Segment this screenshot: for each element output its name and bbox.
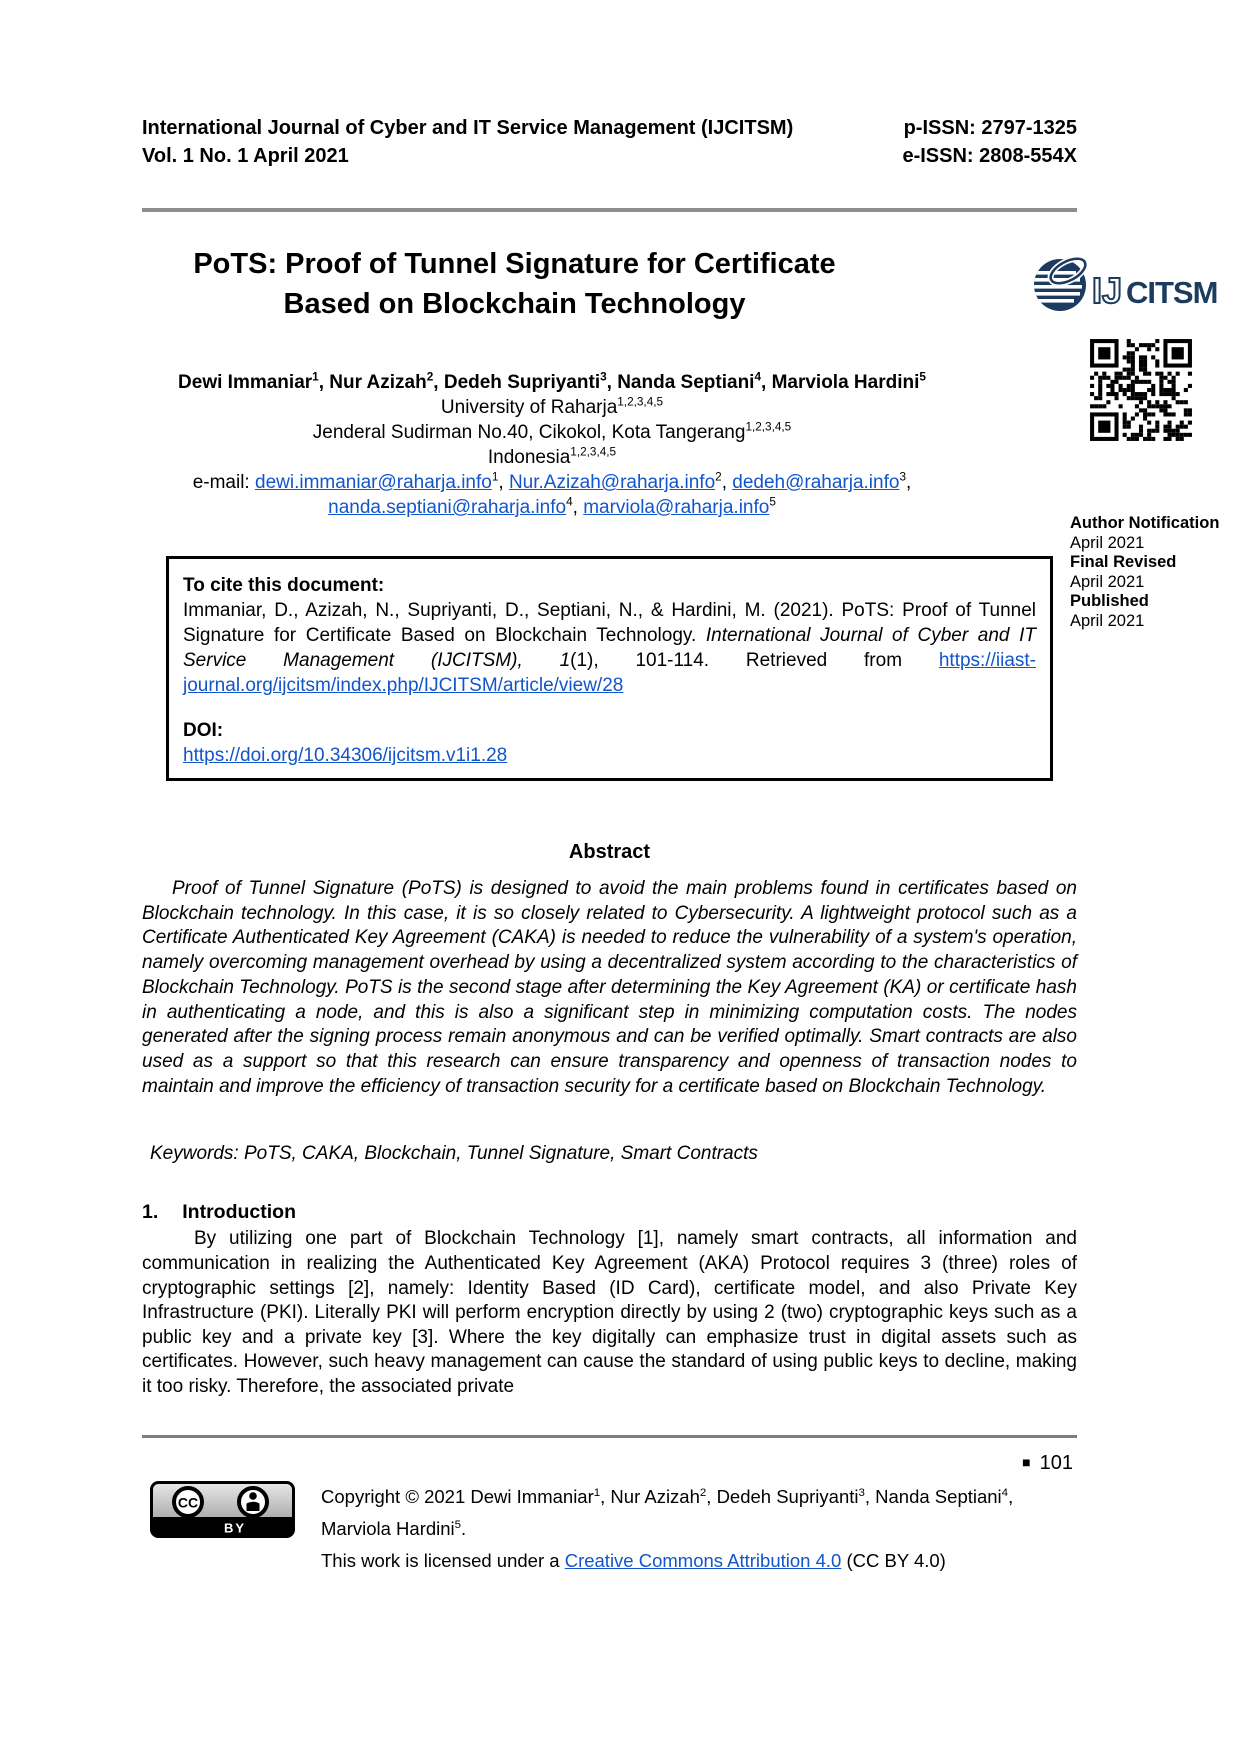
section-title: Introduction <box>182 1201 296 1224</box>
keywords: Keywords: PoTS, CAKA, Blockchain, Tunnel Signature, Smart Contracts <box>150 1143 758 1165</box>
logo-text-citsm: CITSM <box>1126 275 1218 310</box>
citation-heading: To cite this document: <box>183 575 385 596</box>
paper-title-line-2: Based on Blockchain Technology <box>283 288 746 320</box>
logo-text-ij: IJ <box>1092 270 1123 311</box>
qr-code <box>1088 337 1194 443</box>
copyright-text: Copyright © 2021 Dewi Immaniar$^1$, Nur Azizah$^2$, Dedeh Supriyanti$^3$, Nanda Septiani$^4$, Marviola Hardini$^5$. <box>321 1486 1014 1540</box>
page-marker: ■ <box>1022 1454 1031 1471</box>
page-number: 101 <box>1039 1452 1073 1475</box>
notification-label: Final Revised <box>1070 553 1177 571</box>
notification-label: Author Notification <box>1070 514 1220 532</box>
author-name: Nur Azizah <box>329 372 427 393</box>
email-label: e-mail: <box>192 472 255 493</box>
globe-icon <box>1032 254 1089 311</box>
doi-link[interactable]: https://doi.org/10.34306/ijcitsm.v1i1.28 <box>183 745 508 766</box>
affiliation-line: Jenderal Sudirman No.40, Cikokol, Kota Tangerang$^{1,2,3,4,5}$ <box>312 420 792 443</box>
footer <box>150 1481 1077 1577</box>
journal-title: International Journal of Cyber and IT Service Management (IJCITSM) <box>142 117 794 139</box>
journal-logo <box>1028 244 1218 314</box>
email-line-2: nanda.septiani@raharja.info$^4$, marviola@raharja.info$^5$ <box>328 495 776 518</box>
doi-heading: DOI: <box>183 720 224 741</box>
abstract-heading: Abstract <box>568 841 651 863</box>
author-name: Dewi Immaniar <box>178 372 313 393</box>
copyright-block <box>321 1481 1031 1577</box>
author-names: Dewi Immaniar$^1$, Nur Azizah$^2$, Dedeh Supriyanti$^3$, Nanda Septiani$^4$, Marviola Hardini$^5$ <box>178 370 926 393</box>
author-name: Nanda Septiani <box>617 372 755 393</box>
license-line: This work is licensed under a Creative Commons Attribution 4.0 (CC BY 4.0) <box>321 1550 946 1572</box>
footer-divider <box>142 1435 1077 1438</box>
header-divider <box>142 208 1077 212</box>
abstract-text: Proof of Tunnel Signature (PoTS) is designed to avoid the main problems found in certificates based on Blockchain technology. In this case, it is so closely related to Cybersecurity. A lightweight protocol such as a Certificate Authenticated Key Agreement (CAKA) is needed to reduce the vulnerability of a system's operation, namely overcoming management overhead by using a decentralized system according to the characteristics of Blockchain Technology. PoTS is the second stage after determining the Key Agreement (KA) or certificate hash in authenticating a node, and this is also a significant step in minimizing computation costs. The nodes generated after the signing process remain anonymous and can be verified optimally. Smart contracts are also used as a support so that this research can ensure transparency and openness of transaction nodes to maintain and improve the efficiency of transaction security for a certificate based on Blockchain Technology. <box>142 878 1077 1097</box>
notification-date: April 2021 <box>1070 572 1145 591</box>
citation-box <box>166 556 1053 781</box>
email-link[interactable]: dewi.immaniar@raharja.info <box>255 472 492 493</box>
e-issn: e-ISSN: 2808-554X <box>902 145 1077 167</box>
attribution-person-icon <box>239 1488 267 1516</box>
author-name: Marviola Hardini <box>771 372 920 393</box>
p-issn: p-ISSN: 2797-1325 <box>903 117 1077 139</box>
citation-text: Immaniar, D., Azizah, N., Supriyanti, D., Septiani, N., & Hardini, M. (2021). PoTS: Proof of Tunnel Signature for Certificate Based on Blockchain Technology. International Journal of Cyber and IT Service Management (IJCITSM), 1(1), 101-114. Retrieved from https://iiast-journal.org/ijcitsm/index.php/IJCITSM/article/view/28 <box>183 600 1037 696</box>
email-line-1: e-mail: dewi.immaniar@raharja.info$^1$, Nur.Azizah@raharja.info$^2$, dedeh@raharja.info$^3$, <box>192 470 912 493</box>
email-link[interactable]: Nur.Azizah@raharja.info <box>508 472 716 493</box>
svg-text:CC: CC <box>177 1494 199 1511</box>
author-notification <box>1070 514 1242 631</box>
author-name: Dedeh Supriyanti <box>443 372 601 393</box>
header-row-2 <box>142 142 1077 170</box>
citation-link[interactable]: https://iiast-journal.org/ijcitsm/index.php/IJCITSM/article/view/28 <box>183 650 1037 696</box>
badge-by-label: BY <box>223 1520 247 1536</box>
notification-date: April 2021 <box>1070 533 1145 552</box>
page-number-row <box>142 1452 1077 1475</box>
email-link[interactable]: nanda.septiani@raharja.info <box>328 497 567 518</box>
section-heading-introduction <box>142 1201 1077 1224</box>
cc-by-badge <box>150 1481 295 1538</box>
notification-date: April 2021 <box>1070 611 1145 630</box>
volume-issue: Vol. 1 No. 1 April 2021 <box>142 145 349 167</box>
section-number: 1. <box>142 1201 159 1224</box>
paper-title <box>142 244 887 324</box>
license-link[interactable]: Creative Commons Attribution 4.0 <box>564 1550 842 1572</box>
cc-icon <box>174 1488 202 1516</box>
email-link[interactable]: marviola@raharja.info <box>583 497 770 518</box>
affiliation-line: Indonesia$^{1,2,3,4,5}$ <box>487 445 617 468</box>
authors-block <box>142 370 962 520</box>
email-link[interactable]: dedeh@raharja.info <box>732 472 900 493</box>
affiliation-line: University of Raharja$^{1,2,3,4,5}$ <box>440 395 664 418</box>
paper-title-line-1: PoTS: Proof of Tunnel Signature for Certificate <box>193 248 836 280</box>
notification-label: Published <box>1070 592 1149 610</box>
introduction-text: By utilizing one part of Blockchain Technology [1], namely smart contracts, all information and communication in realizing the Authenticated Key Agreement (AKA) Protocol requires 3 (three) roles of cryptographic settings [2], namely: Identity Based (ID Card), certificate model, and also Private Key Infrastructure (PKI). Literally PKI will perform encryption directly by using 2 (two) cryptographic keys such as a public key and a private key [3]. Where the key digitally can emphasize trust in digital assets such as certificates. However, such heavy management can cause the standard of using public keys to decline, making it too risky. Therefore, the associated private <box>142 1228 1077 1397</box>
header-row-1 <box>142 114 1077 142</box>
